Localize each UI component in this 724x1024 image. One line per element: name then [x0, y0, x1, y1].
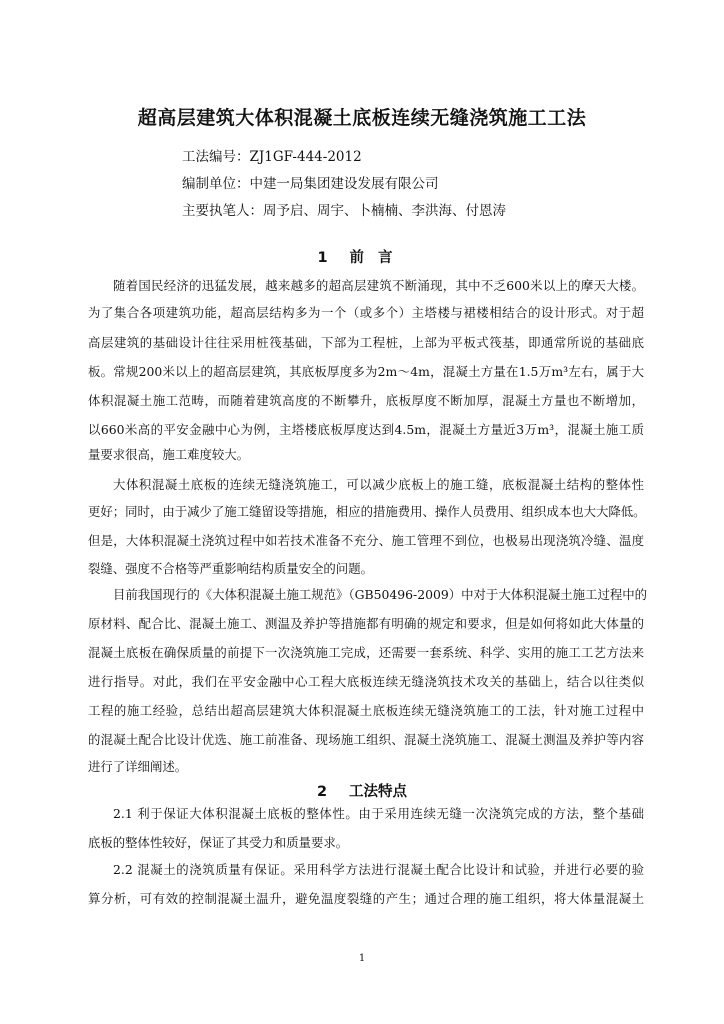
- paragraph-line: 原材料、配合比、混凝土施工、测温及养护等措施都有明确的规定和要求，但是如何将如此大体量的: [88, 616, 644, 631]
- paragraph-line: 以660米高的平安金融中心为例，主塔楼底板厚度达到4.5m，混凝土方量近3万m³，混凝土施工质: [88, 422, 644, 437]
- main-authors: 主要执笔人：周予启、周宇、卜楠楠、李洪海、付恩涛: [182, 203, 506, 219]
- paragraph-line: 随着国民经济的迅猛发展，越来越多的超高层建筑不断涌现，其中不乏600米以上的摩天大楼。: [113, 278, 644, 293]
- paragraph-line: 混凝土底板在确保质量的前提下一次浇筑施工完成，还需要一套系统、科学、实用的施工工艺方法来: [88, 645, 644, 660]
- section-1-number: 1: [317, 250, 328, 266]
- paragraph-line: 2.1 利于保证大体积混凝土底板的整体性。由于采用连续无缝一次浇筑完成的方法，整个基础: [113, 806, 644, 821]
- paragraph-line: 进行了详细阐述。: [88, 759, 188, 774]
- paragraph-line: 板。常规200米以上的超高层建筑，其底板厚度多为2m～4m，混凝土方量在1.5万m³左右，属于大: [88, 364, 644, 379]
- method-code: 工法编号：ZJ1GF-444-2012: [182, 149, 362, 165]
- paragraph-line: 但是，大体积混凝土浇筑过程中如若技术准备不充分、施工管理不到位，也极易出现浇筑冷缝、温度: [88, 533, 644, 548]
- paragraph-line: 量要求很高，施工难度较大。: [88, 447, 250, 462]
- paragraph-line: 算分析，可有效的控制混凝土温升，避免温度裂缝的产生；通过合理的施工组织，将大体量混凝土: [88, 891, 644, 906]
- paragraph-line: 大体积混凝土底板的连续无缝浇筑施工，可以减少底板上的施工缝，底板混凝土结构的整体性: [113, 477, 644, 492]
- compiling-unit: 编制单位：中建一局集团建设发展有限公司: [182, 176, 439, 192]
- document-title: 超高层建筑大体积混凝土底板连续无缝浇筑施工工法: [137, 107, 587, 129]
- paragraph-line: 高层建筑的基础设计往往采用桩筏基础，下部为工程桩，上部为平板式筏基，即通常所说的基础底: [88, 335, 644, 350]
- section-2-heading: [0, 780, 724, 801]
- paragraph-line: 2.2 混凝土的浇筑质量有保证。采用科学方法进行混凝土配合比设计和试验，并进行必要的验: [113, 862, 644, 877]
- paragraph-line: 体积混凝土施工范畴，而随着建筑高度的不断攀升，底板厚度不断加厚，混凝土方量也不断增加，: [88, 393, 644, 408]
- paragraph-line: 的混凝土配合比设计优选、施工前准备、现场施工组织、混凝土浇筑施工、混凝土测温及养护等内容: [88, 732, 644, 747]
- section-2-number: 2: [316, 784, 328, 800]
- page-number: 1: [358, 953, 366, 964]
- paragraph-line: 裂缝、强度不合格等严重影响结构质量安全的问题。: [88, 561, 373, 576]
- section-1-title: 前言: [349, 250, 407, 266]
- section-2-title: 工法特点: [349, 784, 408, 800]
- paragraph-line: 底板的整体性较好，保证了其受力和质量要求。: [88, 835, 349, 850]
- paragraph-line: 目前我国现行的《大体积混凝土施工规范》（GB50496-2009）中对于大体积混凝土施工过程中的: [113, 587, 648, 602]
- paragraph-line: 工程的施工经验，总结出超高层建筑大体积混凝土底板连续无缝浇筑施工的工法，针对施工过程中: [88, 703, 644, 718]
- paragraph-line: 更好；同时，由于减少了施工缝留设等措施，相应的措施费用、操作人员费用、组织成本也大大降低。: [88, 504, 646, 519]
- section-1-heading: [0, 246, 724, 267]
- paragraph-line: 为了集合各项建筑功能，超高层结构多为一个（或多个）主塔楼与裙楼相结合的设计形式。对于超: [88, 305, 644, 320]
- paragraph-line: 进行指导。对此，我们在平安金融中心工程大底板连续无缝浇筑技术攻关的基础上，结合以往类似: [88, 674, 644, 689]
